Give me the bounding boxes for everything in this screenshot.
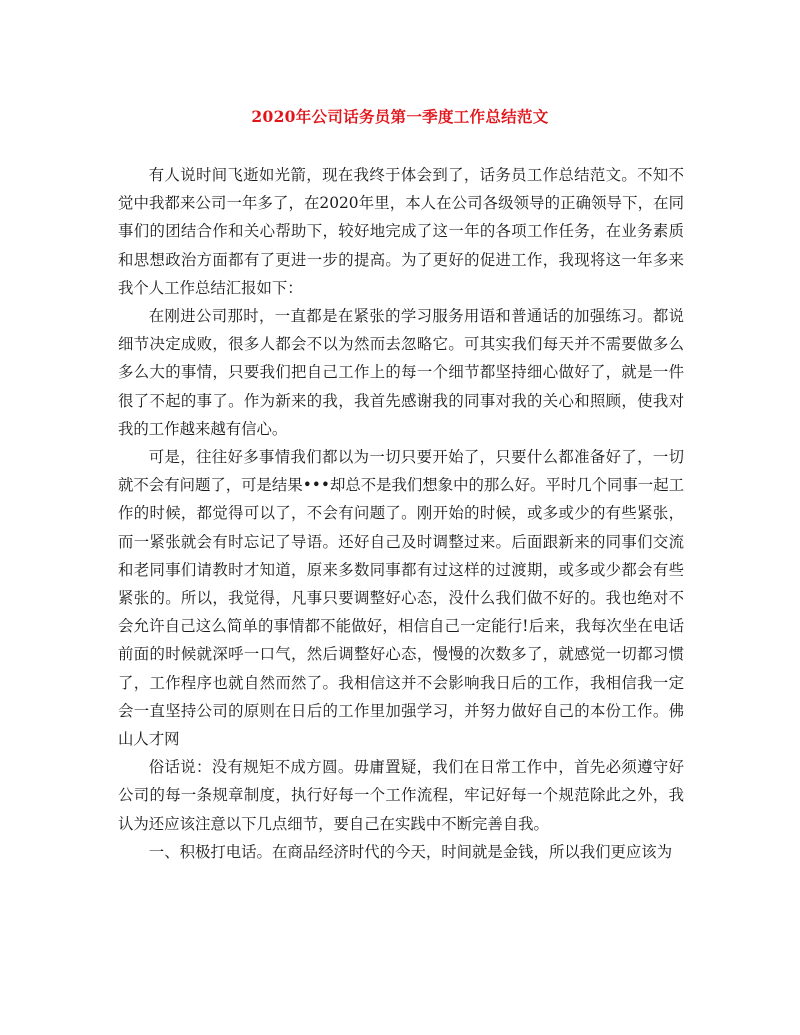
paragraph-rules: 俗话说：没有规矩不成方圆。毋庸置疑，我们在日常工作中，首先必须遵守好公司的每一条规章制度，执行好每一个工作流程，牢记好每一个规范除此之外，我认为还应该注意以下几点细节，要自己在实践中不断完善自我。 xyxy=(118,758,684,833)
paragraph-adjustment: 可是，往往好多事情我们都以为一切只要开始了，只要什么都准备好了，一切就不会有问题了，可是结果•••却总不是我们想象中的那么好。平时几个同事一起工作的时候，都觉得可以了，不会有问题了。刚开始的时候，或多或少的有些紧张，而一紧张就会有时忘记了导语。还好自己及时调整过来。后面跟新来的同事们交流和老同事们请教时才知道，原来多数同事都有过这样的过渡期，或多或少都会有些紧张的。所以，我觉得，凡事只要调整好心态，没什么我们做不好的。我也绝对不会允许自己这么简单的事情都不能做好，相信自己一定能行!后来，我每次坐在电话前面的时候就深呼一口气，然后调整好心态，慢慢的次数多了，就感觉一切都习惯了，工作程序也就自然而然了。我相信这并不会影响我日后的工作，我相信我一定会一直坚持公司的原则在日后的工作里加强学习，并努力做好自己的本份工作。佛山人才网 xyxy=(118,448,684,749)
document-body xyxy=(118,161,684,866)
paragraph-intro: 有人说时间飞逝如光箭，现在我终于体会到了，话务员工作总结范文。不知不觉中我都来公司一年多了，在2020年里，本人在公司各级领导的正确领导下，在同事们的团结合作和关心帮助下，较好地完成了这一年的各项工作任务，在业务素质和思想政治方面都有了更进一步的提高。为了更好的促进工作，我现将这一年多来我个人工作总结汇报如下： xyxy=(118,166,684,297)
document-title: 2020年公司话务员第一季度工作总结范文 xyxy=(251,107,549,126)
paragraph-point-one: 一、积极打电话。在商品经济时代的今天，时间就是金钱，所以我们更应该为 xyxy=(148,842,673,861)
paragraph-early-work: 在刚进公司那时，一直都是在紧张的学习服务用语和普通话的加强练习。都说细节决定成败，很多人都会不以为然而去忽略它。可其实我们每天并不需要做多么多么大的事情，只要我们把自己工作上的每一个细节都坚持细心做好了，就是一件很了不起的事了。作为新来的我，我首先感谢我的同事对我的关心和照顾，使我对我的工作越来越有信心。 xyxy=(118,307,684,438)
